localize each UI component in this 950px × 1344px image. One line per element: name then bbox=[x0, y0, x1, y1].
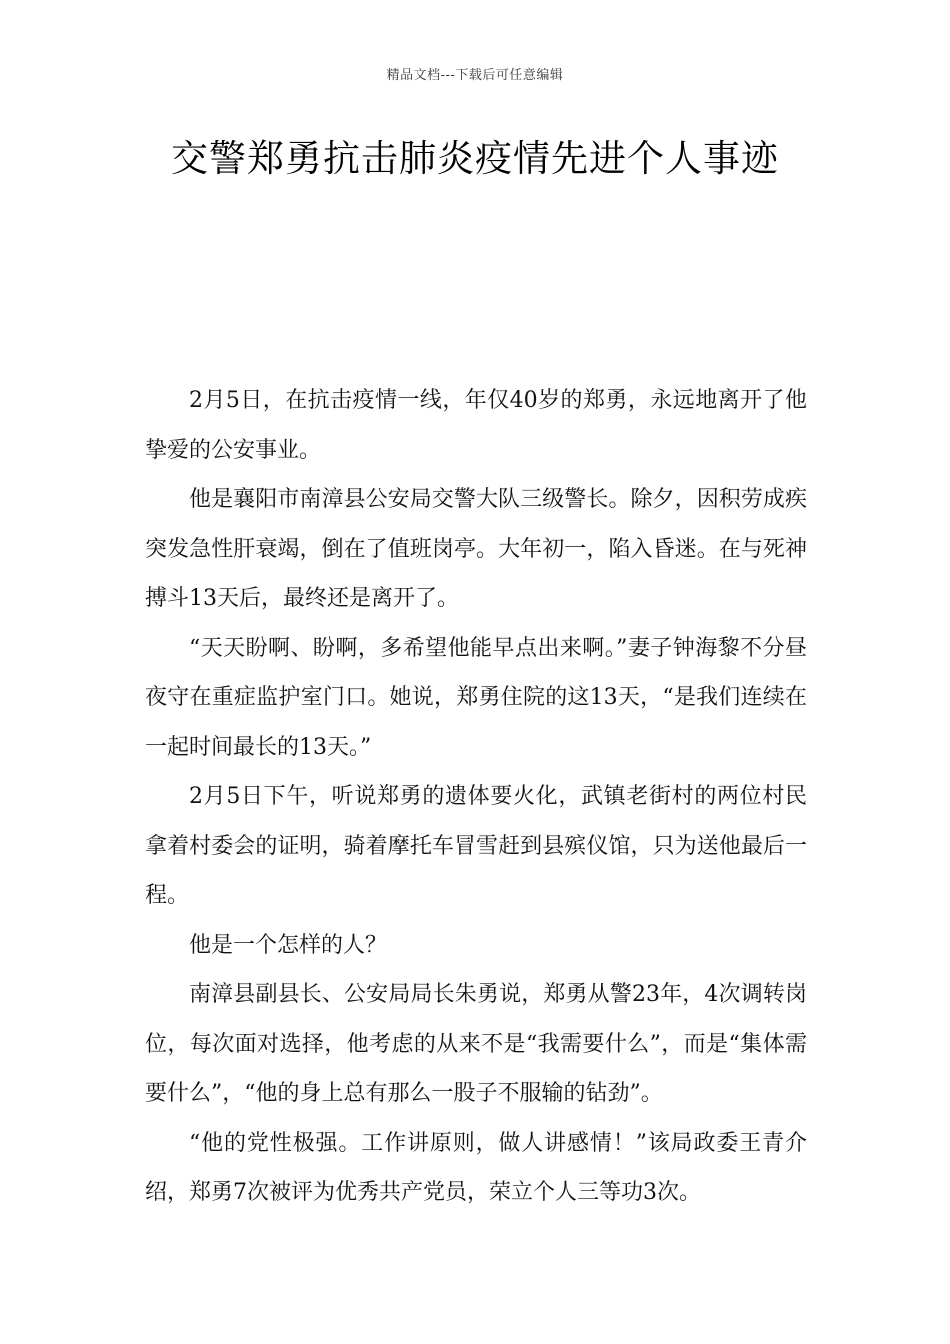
paragraph: 2月5日下午，听说郑勇的遗体要火化，武镇老街村的两位村民拿着村委会的证明，骑着摩托车冒雪赶到县殡仪馆，只为送他最后一程。 bbox=[145, 784, 807, 908]
paragraph: 他是一个怎样的人？ bbox=[189, 932, 388, 958]
document-body bbox=[145, 376, 807, 1218]
document-title: 交警郑勇抗击肺炎疫情先进个人事迹 bbox=[171, 137, 779, 180]
paragraph: 南漳县副县长、公安局局长朱勇说，郑勇从警23年，4次调转岗位，每次面对选择，他考虑的从来不是“我需要什么”，而是“集体需要什么”，“他的身上总有那么一股子不服输的钻劲”。 bbox=[145, 982, 807, 1106]
header-note: 精品文档---下载后可任意编辑 bbox=[386, 68, 564, 83]
paragraph: “天天盼啊、盼啊，多希望他能早点出来啊。”妻子钟海黎不分昼夜守在重症监护室门口。她说，郑勇住院的这13天，“是我们连续在一起时间最长的13天。” bbox=[145, 635, 807, 760]
paragraph: “他的党性极强。工作讲原则，做人讲感情！”该局政委王青介绍，郑勇7次被评为优秀共产党员，荣立个人三等功3次。 bbox=[145, 1130, 807, 1205]
paragraph: 2月5日，在抗击疫情一线，年仅40岁的郑勇，永远地离开了他挚爱的公安事业。 bbox=[145, 388, 807, 463]
paragraph: 他是襄阳市南漳县公安局交警大队三级警长。除夕，因积劳成疾突发急性肝衰竭，倒在了值班岗亭。大年初一，陷入昏迷。在与死神搏斗13天后，最终还是离开了。 bbox=[145, 487, 807, 611]
